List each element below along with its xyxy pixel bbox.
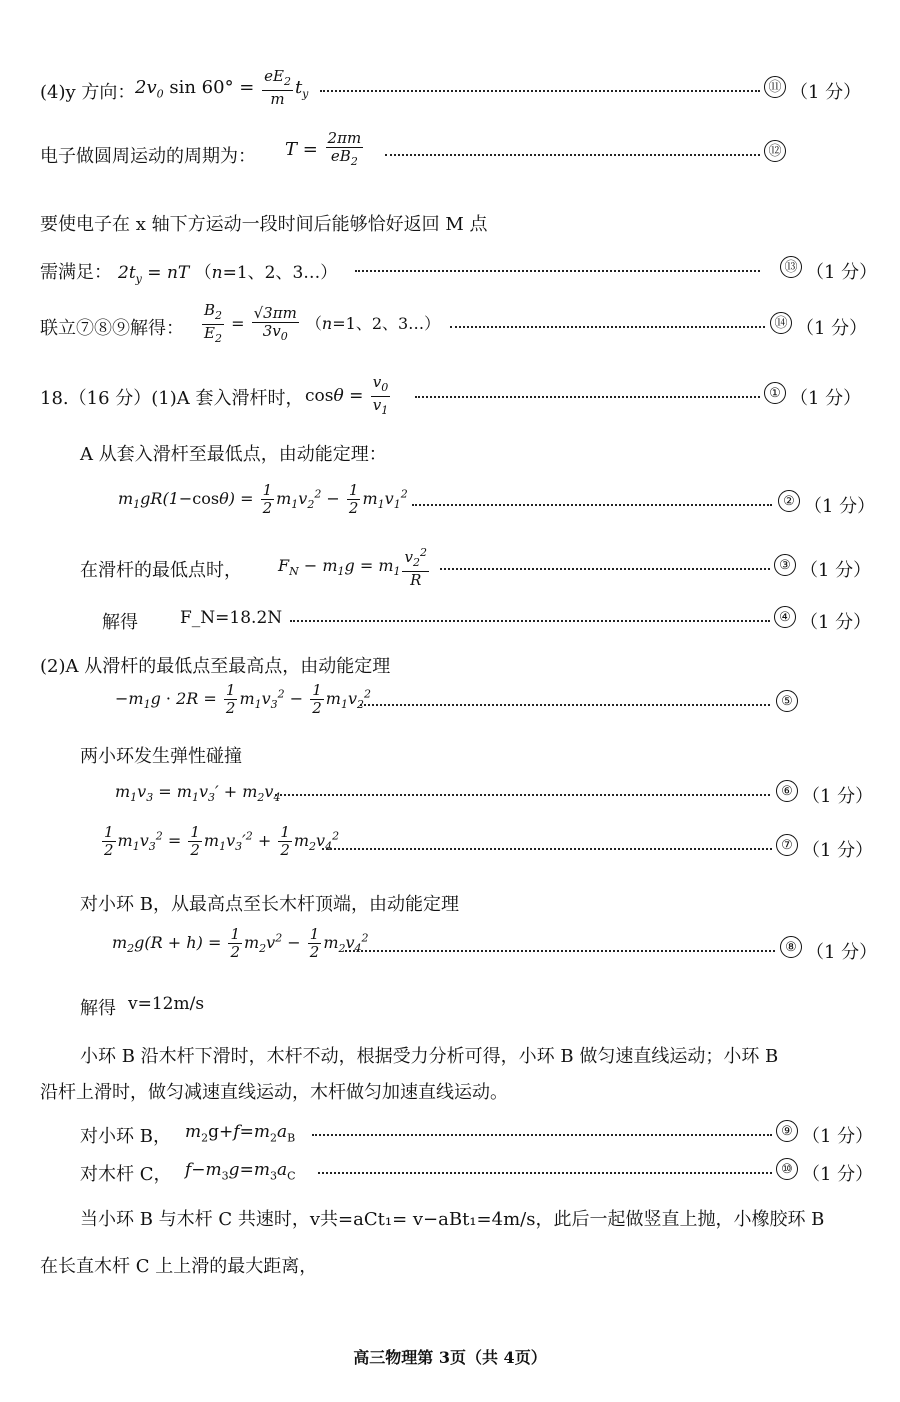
- marker-1-icon: ①: [764, 382, 786, 404]
- score: （1 分）: [800, 560, 872, 581]
- equation: F_N=18.2N: [180, 608, 283, 628]
- leader-dots: [320, 90, 760, 92]
- leader-dots: [412, 504, 772, 506]
- leader-dots: [290, 620, 770, 622]
- leader-dots: [385, 154, 760, 156]
- marker-6-icon: ⑥: [776, 780, 798, 802]
- line-label: 18.（16 分）(1)A 套入滑杆时，: [40, 388, 304, 409]
- leader-dots: [322, 848, 772, 850]
- marker-9-icon: ⑨: [776, 1120, 798, 1142]
- marker-4-icon: ④: [774, 606, 796, 628]
- score: （1 分）: [802, 1164, 874, 1185]
- equation: $m_2g+f=m_2a_B$: [185, 1122, 296, 1145]
- answer-line-4: [0, 598, 900, 638]
- marker-3-icon: ③: [774, 554, 796, 576]
- line-label: 需满足：: [40, 262, 112, 283]
- score: （1 分）: [802, 786, 874, 807]
- leader-dots: [360, 704, 770, 706]
- line-label: 对小环 B，: [80, 1126, 171, 1147]
- marker-13-icon: ⑬: [780, 256, 802, 278]
- text-line: [0, 732, 900, 772]
- line-label: 在滑杆的最低点时，: [80, 560, 242, 581]
- score: （1 分）: [800, 612, 872, 633]
- marker-11-icon: ⑪: [764, 76, 786, 98]
- equation: $-m_1g \cdot 2R$ = $\frac{1}{2}$ $m_1v_3^2$ − $\frac{1}{2}$ $m_1v_2^2$: [115, 681, 372, 717]
- answer-line-13: [0, 248, 900, 288]
- leader-dots: [275, 794, 770, 796]
- marker-10-icon: ⑩: [776, 1158, 798, 1180]
- equation: $m_1v_3 = m_1v_3' + m_2v_4$: [115, 782, 281, 805]
- paragraph-line: 沿杆上滑时，做匀减速直线运动，木杆做匀加速直线运动。: [40, 1082, 508, 1103]
- leader-dots: [345, 950, 775, 952]
- marker-5-icon: ⑤: [776, 690, 798, 712]
- line-label: 联立⑦⑧⑨解得：: [40, 318, 184, 339]
- score: （1 分）: [806, 942, 878, 963]
- score: （1 分）: [804, 496, 876, 517]
- equation: $m_2g(R + h)$ = $\frac{1}{2}$ $m_2v^2$ − $\frac{1}{2}$ $m_2v_4^2$: [112, 925, 369, 961]
- answer-line-1: [0, 373, 900, 417]
- answer-line-11: [0, 68, 900, 108]
- text-line: [0, 642, 900, 682]
- marker-2-icon: ②: [778, 490, 800, 512]
- leader-dots: [450, 326, 765, 328]
- leader-dots: [355, 270, 760, 272]
- answer-line-14: [0, 301, 900, 345]
- line-label: 对木杆 C，: [80, 1164, 172, 1185]
- answer-line-6: [0, 772, 900, 812]
- answer-line-5: [0, 682, 900, 722]
- answer-line-9: [0, 1112, 900, 1152]
- score: （1 分）: [790, 388, 862, 409]
- leader-dots: [440, 568, 770, 570]
- answer-line-7: [0, 823, 900, 866]
- line-label: (2)A 从滑杆的最低点至最高点，由动能定理: [40, 656, 391, 677]
- equation: $\frac{1}{2}$ $m_1v_3^2$ = $\frac{1}{2}$ $m_1v_3'^2$ + $\frac{1}{2}$ $m_2v_4^2$: [104, 823, 340, 859]
- equation: $2v_0$ sin 60° = $\frac{eE_2}{m}$ $t_y$: [135, 67, 309, 108]
- equation: $2t_y$ = nT （n=1、2、3…）: [118, 263, 338, 286]
- answer-line-12: [0, 129, 900, 172]
- paragraph-line: 当小环 B 与木杆 C 共速时，v共=aCt₁= v−aBt₁=4m/s，此后一起做竖直上抛，小橡胶环 B: [80, 1209, 825, 1230]
- equation: T = $\frac{2\pi m}{eB_2}$: [285, 129, 362, 168]
- result-line: [0, 984, 900, 1024]
- answer-line-8: [0, 925, 900, 968]
- answer-line-10: [0, 1150, 900, 1190]
- score: （1 分）: [802, 840, 874, 861]
- line-label: (4)y 方向：: [40, 82, 136, 103]
- equation: $f-m_3g=m_3a_C$: [185, 1160, 296, 1183]
- leader-dots: [312, 1134, 772, 1136]
- marker-8-icon: ⑧: [780, 936, 802, 958]
- leader-dots: [318, 1172, 772, 1174]
- line-label: A 从套入滑杆至最低点，由动能定理：: [80, 444, 387, 465]
- equation: v=12m/s: [128, 994, 205, 1014]
- leader-dots: [415, 396, 760, 398]
- marker-14-icon: ⑭: [770, 312, 792, 334]
- paragraph-line: 在长直木杆 C 上上滑的最大距离，: [40, 1256, 318, 1277]
- paragraph-line: 小环 B 沿木杆下滑时，木杆不动，根据受力分析可得，小环 B 做匀速直线运动；小环 B: [80, 1046, 779, 1067]
- line-label: 解得: [80, 998, 116, 1019]
- equation: $m_1gR(1-\cos\theta)$ = $\frac{1}{2}$ $m_1v_2^2$ − $\frac{1}{2}$ $m_1v_1^2$: [118, 481, 408, 517]
- score: （1 分）: [806, 262, 878, 283]
- equation: $\frac{B_2}{E_2}$ = $\frac{√3\pi m}{3v_0}$ （n=1、2、3…）: [204, 301, 441, 345]
- page-footer: 高三物理第 3页（共 4页）: [353, 1348, 547, 1367]
- line-label: 对小环 B，从最高点至长木杆顶端，由动能定理: [80, 894, 459, 915]
- line-label: 两小环发生弹性碰撞: [80, 746, 242, 767]
- line-label: 解得: [102, 612, 138, 633]
- equation: cosθ = $\frac{v_0}{v_1}$: [305, 373, 389, 417]
- answer-line-3: [0, 546, 900, 589]
- marker-7-icon: ⑦: [776, 834, 798, 856]
- marker-12-icon: ⑫: [764, 140, 786, 162]
- score: （1 分）: [796, 318, 868, 339]
- line-label: 电子做圆周运动的周期为：: [40, 146, 256, 167]
- text-line: [0, 430, 900, 470]
- line-label: 要使电子在 x 轴下方运动一段时间后能够恰好返回 M 点: [40, 214, 488, 235]
- equation: $F_N - m_1g = m_1$ $\frac{v_2^2}{R}$: [278, 546, 427, 589]
- text-line: [0, 880, 900, 920]
- text-line: [0, 200, 900, 240]
- score: （1 分）: [790, 82, 862, 103]
- score: （1 分）: [802, 1126, 874, 1147]
- answer-line-2: [0, 482, 900, 522]
